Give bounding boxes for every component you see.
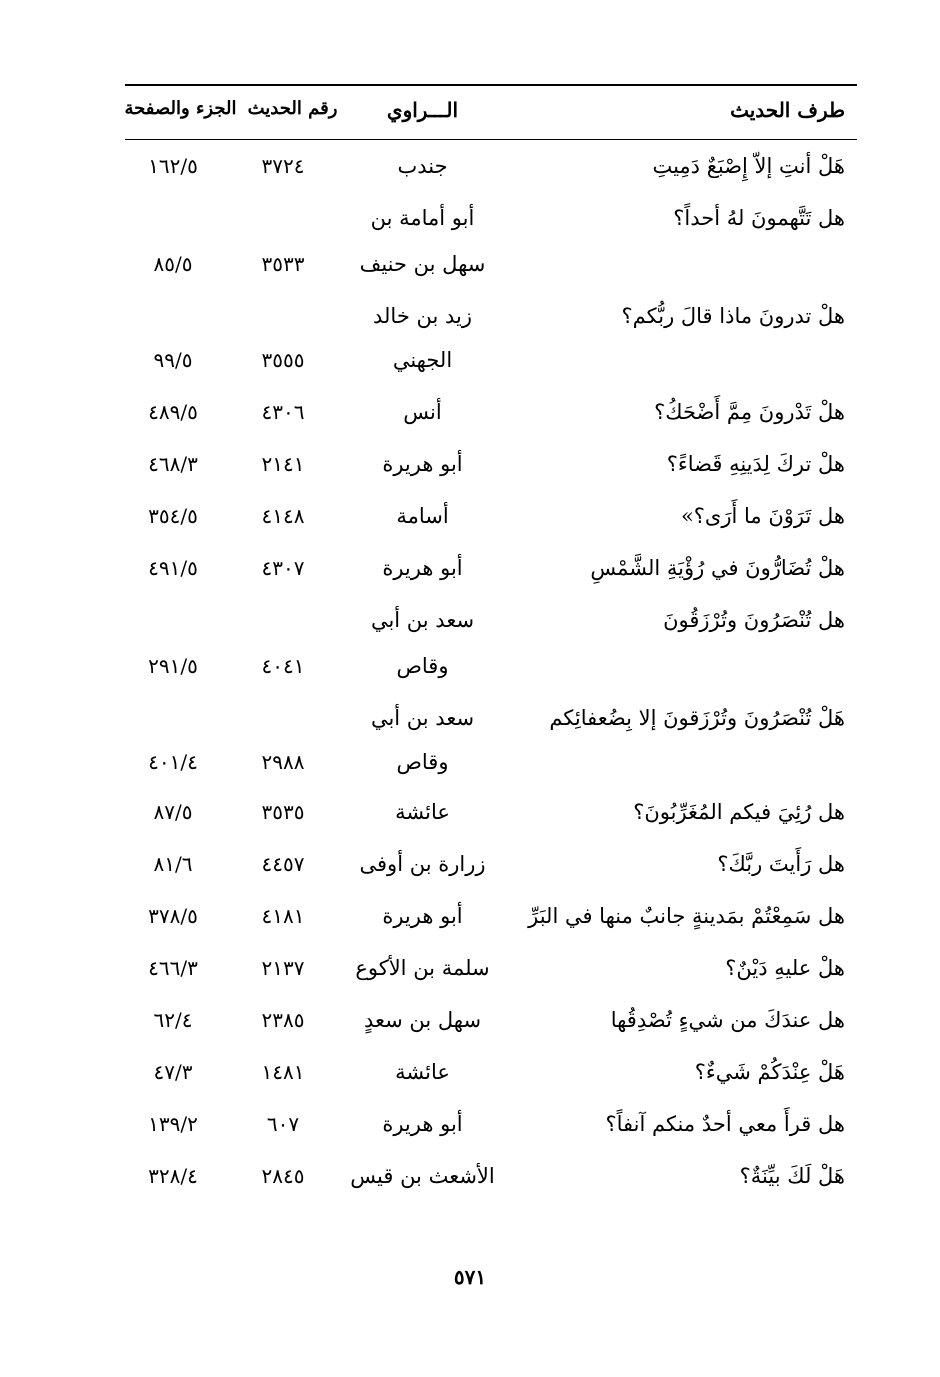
hadith-number-cell: ٤١٨١ (261, 904, 305, 928)
volume-page-cell: ٨٥/٥ (153, 252, 193, 276)
hadith-start-cell: هل تَرَوْنَ ما أَرَى؟» (680, 504, 845, 528)
hadith-start-cell: هل عندَكَ من شيءٍ تُصْدِقُها (610, 1008, 845, 1032)
hadith-number-cell: ٣٥٣٣ (261, 252, 305, 276)
volume-page-cell: ٣٧٨/٥ (148, 904, 198, 928)
hadith-number-cell: ٤٣٠٧ (261, 556, 305, 580)
volume-page-cell: ٤٠١/٤ (148, 750, 198, 774)
hadith-number-cell: ٦٠٧ (266, 1112, 300, 1136)
hadith-number-cell: ٤٤٥٧ (261, 852, 305, 876)
narrator-cell: أبو هريرة (382, 1112, 463, 1136)
hadith-start-cell: هَلْ أنتِ إلاّ إِصْبَعٌ دَمِيتِ (652, 154, 845, 178)
volume-page-cell: ٣٥٤/٥ (148, 504, 198, 528)
narrator-cell: عائشة (395, 800, 450, 824)
volume-page-cell: ٨٧/٥ (153, 800, 193, 824)
volume-page-cell: ٤٧/٣ (153, 1060, 193, 1084)
narrator-cell: زيد بن خالد (373, 304, 472, 328)
hadith-number-cell: ٢٩٨٨ (261, 750, 305, 774)
hadith-start-cell: هل رَأَيتَ ربَّكَ؟ (717, 852, 845, 876)
volume-page-cell: ١٣٩/٢ (148, 1112, 198, 1136)
hadith-number-cell: ١٤٨١ (261, 1060, 305, 1084)
hadith-number-cell: ٣٧٢٤ (261, 154, 305, 178)
header-hadith-start: طرف الحديث (730, 98, 845, 122)
narrator-cell: أنس (403, 400, 442, 424)
page-number: ٥٧١ (453, 1265, 487, 1289)
hadith-number-cell: ٤٣٠٦ (261, 400, 305, 424)
narrator-cell: وقاص (396, 654, 449, 678)
narrator-cell: عائشة (395, 1060, 450, 1084)
hadith-start-cell: هلْ تركَ لِدَينِهِ قَضاءً؟ (666, 452, 845, 476)
hadith-start-cell: هل تُنْصَرُونَ وتُرْزَقُونَ (663, 608, 845, 632)
hadith-start-cell: هَلْ لَكَ بيِّنَةٌ؟ (739, 1164, 845, 1188)
hadith-start-cell: هل تَتَّهمونَ لهُ أحداً؟ (673, 206, 845, 230)
volume-page-cell: ٤٨٩/٥ (148, 400, 198, 424)
top-rule (125, 84, 857, 86)
hadith-number-cell: ٤٠٤١ (261, 654, 305, 678)
narrator-cell: أسامة (396, 504, 449, 528)
hadith-start-cell: هَلْ تُنْصَرُونَ وتُرْزَقونَ إلا بِضُعفائِكم (549, 706, 845, 730)
narrator-cell: أبو هريرة (382, 556, 463, 580)
narrator-cell: أبو أمامة بن (370, 206, 475, 230)
volume-page-cell: ٩٩/٥ (153, 348, 193, 372)
volume-page-cell: ٤٩١/٥ (148, 556, 198, 580)
narrator-cell: وقاص (396, 750, 449, 774)
hadith-start-cell: هلْ تَدْرونَ مِمَّ أَضْحَكُ؟ (654, 400, 845, 424)
header-volume-page: الجزء والصفحة (124, 98, 237, 119)
volume-page-cell: ٤٦٨/٣ (148, 452, 198, 476)
volume-page-cell: ٦٢/٤ (153, 1008, 193, 1032)
volume-page-cell: ١٦٢/٥ (148, 154, 198, 178)
narrator-cell: سلمة بن الأكوع (355, 956, 490, 980)
header-narrator: الـــراوي (386, 98, 459, 122)
hadith-start-cell: هَلْ عِنْدَكُمْ شَيءٌ؟ (694, 1060, 845, 1084)
volume-page-cell: ٨١/٦ (153, 852, 193, 876)
volume-page-cell: ٣٢٨/٤ (148, 1164, 198, 1188)
narrator-cell: الأشعث بن قيس (350, 1164, 495, 1188)
volume-page-cell: ٢٩١/٥ (148, 654, 198, 678)
narrator-cell: سهل بن حنيف (359, 252, 486, 276)
hadith-start-cell: هلْ تدرونَ ماذا قالَ ربُّكم؟ (621, 304, 845, 328)
hadith-number-cell: ٣٥٣٥ (261, 800, 305, 824)
hadith-start-cell: هلْ تُضَارُّونَ في رُؤْيَةِ الشَّمْسِ (590, 556, 845, 580)
header-hadith-number: رقم الحديث (247, 98, 338, 119)
narrator-cell: الجهني (392, 348, 453, 372)
header-rule (125, 139, 857, 140)
hadith-start-cell: هل قرأَ معي أحدٌ منكم آنفاً؟ (605, 1112, 845, 1136)
narrator-cell: أبو هريرة (382, 904, 463, 928)
hadith-number-cell: ٢٣٨٥ (261, 1008, 305, 1032)
narrator-cell: سعد بن أبي (370, 706, 475, 730)
narrator-cell: سهل بن سعدٍ (363, 1008, 482, 1032)
hadith-number-cell: ٢٨٤٥ (261, 1164, 305, 1188)
narrator-cell: جندب (397, 154, 448, 178)
volume-page-cell: ٤٦٦/٣ (148, 956, 198, 980)
hadith-start-cell: هلْ عليهِ دَيْنٌ؟ (725, 956, 845, 980)
hadith-number-cell: ٢١٤١ (261, 452, 305, 476)
hadith-number-cell: ٢١٣٧ (261, 956, 305, 980)
hadith-number-cell: ٣٥٥٥ (261, 348, 305, 372)
hadith-start-cell: هل رُئِيَ فيكم المُغَرِّبُونَ؟ (633, 800, 845, 824)
hadith-start-cell: هل سَمِعْتُمْ بمَدينةٍ جانبٌ منها في البَرِّ (528, 904, 845, 928)
hadith-number-cell: ٤١٤٨ (261, 504, 305, 528)
narrator-cell: زرارة بن أوفى (359, 852, 486, 876)
narrator-cell: أبو هريرة (382, 452, 463, 476)
narrator-cell: سعد بن أبي (370, 608, 475, 632)
